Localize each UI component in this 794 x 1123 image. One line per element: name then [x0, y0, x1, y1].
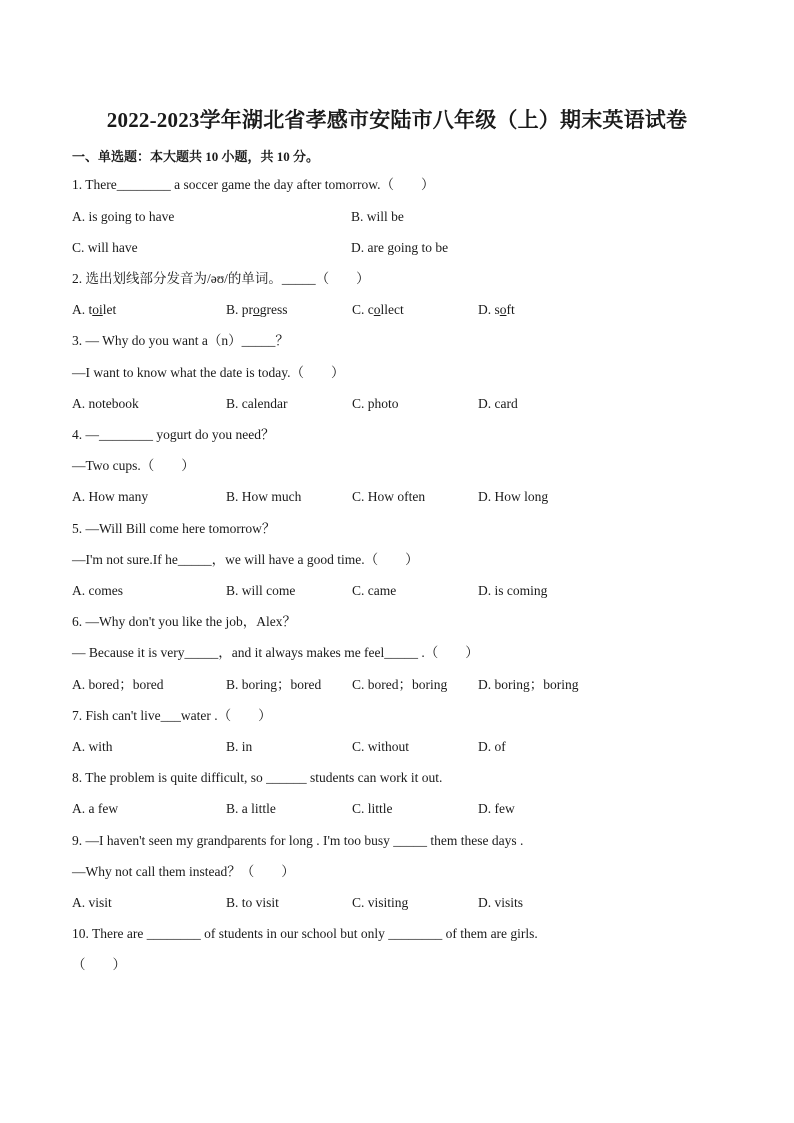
question-10-answer-bracket: （ ）	[72, 957, 126, 972]
question-1-option-c: C. will have	[72, 240, 138, 255]
question-8-stem: 8. The problem is quite difficult, so ______ students can work it out.	[72, 770, 443, 785]
question-4-stem-line-2: —Two cups.（ ）	[72, 458, 195, 473]
question-6-stem: 6. —Why don't you like the job，Alex？	[72, 614, 297, 629]
question-9-option-b: B. to visit	[226, 895, 279, 910]
underlined-sound: oi	[92, 302, 103, 317]
question-9-option-c: C. visiting	[352, 895, 409, 910]
question-3-stem-line-2: —I want to know what the date is today.（ ）	[72, 365, 345, 380]
question-6-option-d: D. boring；boring	[478, 677, 579, 692]
question-5-stem-line-2: —I'm not sure.If he_____，we will have a good time.（ ）	[72, 552, 419, 567]
underlined-sound: o	[499, 302, 507, 317]
question-8-option-b: B. a little	[226, 801, 276, 816]
question-7-option-d: D. of	[478, 739, 506, 754]
question-2-option-b: B. progress	[226, 302, 288, 317]
question-5-stem: 5. —Will Bill come here tomorrow？	[72, 521, 276, 536]
underlined-sound: o	[373, 302, 381, 317]
question-4-option-b: B. How much	[226, 489, 302, 504]
question-4-option-d: D. How long	[478, 489, 549, 504]
question-5-option-c: C. came	[352, 583, 397, 598]
question-2-option-a: A. toilet	[72, 302, 117, 317]
question-3-stem: 3. — Why do you want a（n）_____？	[72, 333, 289, 348]
question-2-stem: 2. 选出划线部分发音为/əʊ/的单词。_____（ ）	[72, 271, 370, 286]
question-1-option-d: D. are going to be	[351, 240, 449, 255]
question-6-option-c: C. bored；boring	[352, 677, 448, 692]
question-9-stem: 9. —I haven't seen my grandparents for long . I'm too busy _____ them these days .	[72, 833, 524, 848]
question-6-option-b: B. boring；bored	[226, 677, 322, 692]
question-5-option-d: D. is coming	[478, 583, 548, 598]
question-7-option-b: B. in	[226, 739, 253, 754]
question-3-option-b: B. calendar	[226, 396, 288, 411]
question-3-option-a: A. notebook	[72, 396, 139, 411]
section-heading: 一、单选题：本大题共 10 小题，共 10 分。	[72, 149, 320, 164]
exam-title: 2022-2023学年湖北省孝感市安陆市八年级（上）期末英语试卷	[106, 108, 688, 132]
question-3-option-c: C. photo	[352, 396, 399, 411]
question-5-option-a: A. comes	[72, 583, 123, 598]
question-4-option-c: C. How often	[352, 489, 426, 504]
question-6-stem-line-2: — Because it is very_____，and it always makes me feel_____ .（ ）	[72, 645, 479, 660]
question-6-option-a: A. bored；bored	[72, 677, 164, 692]
question-9-option-a: A. visit	[72, 895, 112, 910]
question-1-option-b: B. will be	[351, 209, 404, 224]
question-5-option-b: B. will come	[226, 583, 296, 598]
question-2-option-c: C. collect	[352, 302, 404, 317]
question-7-option-c: C. without	[352, 739, 410, 754]
question-4-stem: 4. —________ yogurt do you need？	[72, 427, 275, 442]
underlined-sound: o	[253, 302, 260, 317]
question-3-option-d: D. card	[478, 396, 518, 411]
question-1-option-a: A. is going to have	[72, 209, 175, 224]
question-10-stem: 10. There are ________ of students in our school but only ________ of them are girls.	[72, 926, 538, 941]
question-9-option-d: D. visits	[478, 895, 524, 910]
question-7-stem: 7. Fish can't live___water .（ ）	[72, 708, 272, 723]
question-7-option-a: A. with	[72, 739, 113, 754]
question-9-stem-line-2: —Why not call them instead？（ ）	[72, 864, 295, 879]
question-8-option-d: D. few	[478, 801, 515, 816]
question-1-stem: 1. There________ a soccer game the day after tomorrow.（ ）	[72, 177, 435, 192]
question-8-option-c: C. little	[352, 801, 393, 816]
question-2-option-d: D. soft	[478, 302, 515, 317]
question-8-option-a: A. a few	[72, 801, 119, 816]
question-4-option-a: A. How many	[72, 489, 149, 504]
